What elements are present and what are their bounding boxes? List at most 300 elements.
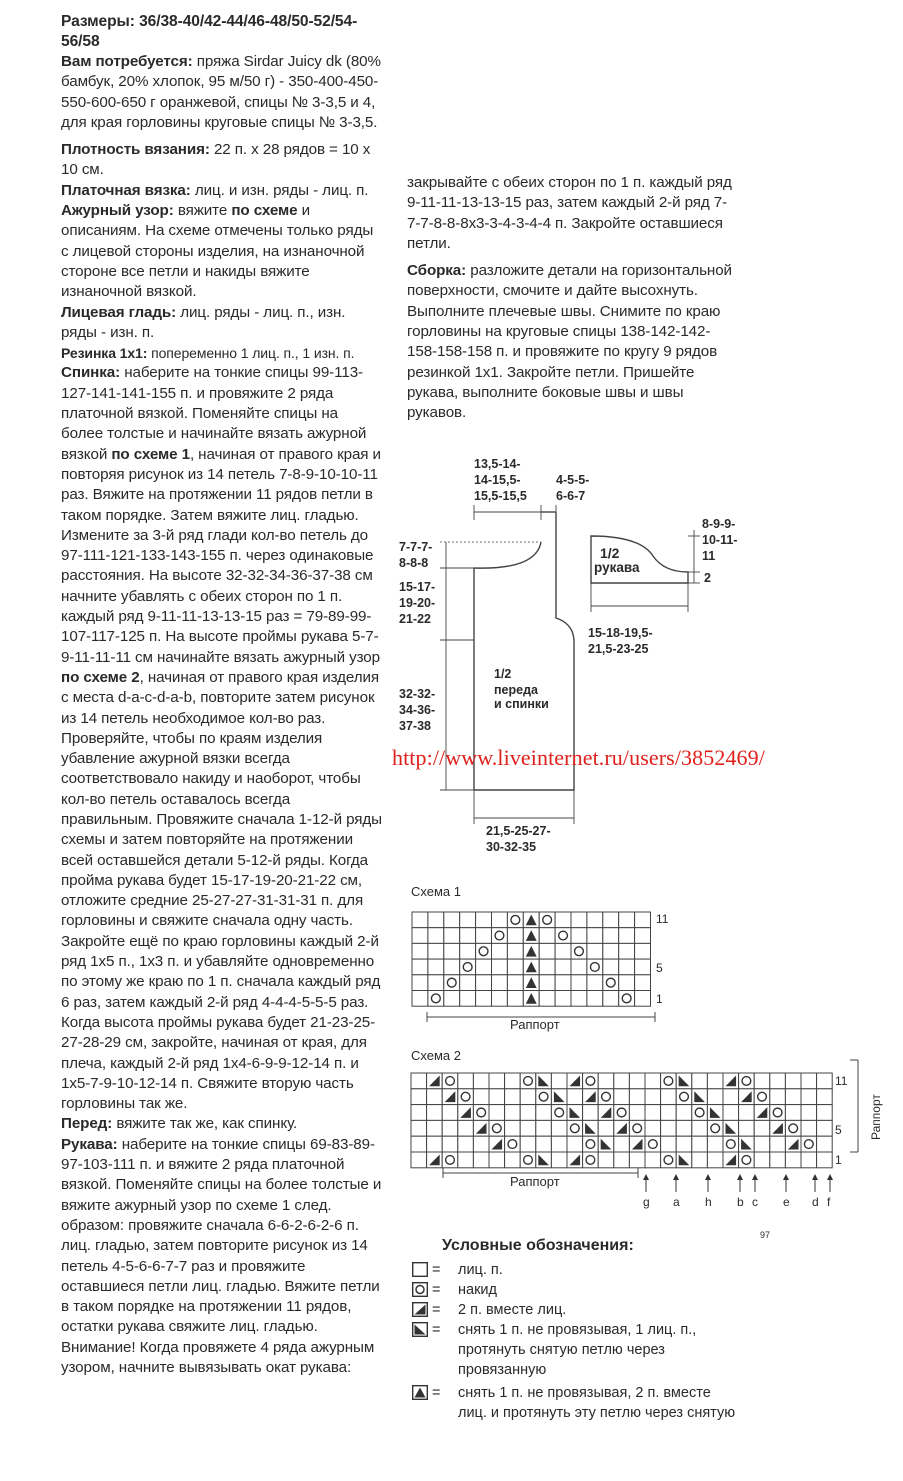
chart-cell (489, 1152, 505, 1168)
body-schematic (440, 505, 574, 824)
arrow-up-icon (827, 1174, 833, 1180)
chart-cell (583, 1152, 599, 1168)
chart-cell (645, 1120, 661, 1136)
legend-text-ssk: снять 1 п. не провязывая, 1 лиц. п., протянуть снятую петлю через провязанную (458, 1322, 697, 1378)
yarn-over-circle-icon (412, 1282, 428, 1297)
chart-cell (629, 1105, 645, 1121)
scheme2-start-marks (643, 1174, 833, 1209)
chart-cell (492, 912, 508, 928)
bottom-l2: 30-32-35 (486, 840, 537, 854)
chart-cell (603, 959, 619, 975)
chart-cell (619, 912, 635, 928)
legend-text-k2tog: 2 п. вместе лиц. (458, 1302, 567, 1318)
front-text: вяжите так же, как спинку. (116, 1115, 298, 1133)
chart-cell (489, 1073, 505, 1089)
chart-cell (739, 1105, 755, 1121)
start-mark-label: b (737, 1195, 744, 1209)
legend-text-double-decrease: снять 1 п. не провязывая, 2 п. вместе лиц. и протянуть эту петлю через снятую (458, 1385, 736, 1421)
chart-cell (442, 1152, 458, 1168)
chart-cell (619, 959, 635, 975)
scheme2-title: Схема 2 (411, 1048, 461, 1063)
legend-item-knit: = лиц. п. (412, 1260, 742, 1280)
chart-cell (635, 943, 651, 959)
chart-cell (692, 1152, 708, 1168)
back-text-2: , начиная от правого края и повторяя рисунок из 14 петель 7-8-9-10-10-11 раз. Вяжите на протяжении 11 рядов петли в таком порядке. Затем вяжите лиц. гладью. Измените за 3-й ряд глади кол-во петель до 97-111-121-133-143-155 п. через одинаковые расстояния. На высоте 32-32-34-36-37-38 см начните убавлять с обеих сторон по 1 п. каждый ряд 9-11-11-13-13-15 раз = 79-89-99-107-117-125 п. На высоте проймы рукава 5-7-9-11-11-11 см начинайте вязать ажурный узор (61, 445, 381, 666)
bottom-l1: 21,5-25-27- (486, 824, 551, 838)
arrow-up-icon (737, 1174, 743, 1180)
chart-cell (619, 975, 635, 991)
chart-cell (412, 959, 428, 975)
chart-cell (428, 928, 444, 944)
chart-cell (571, 991, 587, 1007)
chart-cell (473, 1105, 489, 1121)
scheme1-row-5: 5 (656, 961, 663, 975)
chart-cell (635, 959, 651, 975)
chart-cell (645, 1136, 661, 1152)
chart-cell (505, 1089, 521, 1105)
chart-cell (754, 1152, 770, 1168)
page-fragment: 97 (760, 1230, 771, 1240)
chart-cell (411, 1073, 427, 1089)
chart-cell (492, 943, 508, 959)
chart-cell (583, 1105, 599, 1121)
top-width-l1: 13,5-14- (474, 457, 521, 471)
scheme1-title: Схема 1 (411, 884, 461, 899)
chart-cell (444, 991, 460, 1007)
chart-cell (635, 991, 651, 1007)
chart-cell (707, 1152, 723, 1168)
lace-text-1: вяжите (177, 202, 228, 220)
top-width-l2: 14-15,5- (474, 473, 521, 487)
chart-cell (492, 928, 508, 944)
sleeve-dimension-labels (588, 517, 737, 656)
chart-cell (598, 1089, 614, 1105)
chart-cell (614, 1136, 630, 1152)
chart-cell (619, 991, 635, 1007)
chart-cell (661, 1089, 677, 1105)
chart-cell (476, 959, 492, 975)
chart-cell (458, 1152, 474, 1168)
chart-cell (536, 1136, 552, 1152)
sleeve-width-l1: 15-18-19,5- (588, 626, 653, 640)
arrow-up-icon (752, 1174, 758, 1180)
legend-item-k2tog: = 2 п. вместе лиц. (412, 1300, 742, 1320)
chart-cell (587, 991, 603, 1007)
chart-cell (539, 928, 555, 944)
chart-cell (458, 1120, 474, 1136)
chart-cell (587, 928, 603, 944)
start-mark-label: g (643, 1195, 650, 1209)
lace-bold: по схеме (231, 202, 298, 220)
chart-cell (442, 1073, 458, 1089)
chart-cell (412, 943, 428, 959)
arrow-up-icon (673, 1174, 679, 1180)
shoulder-l1: 4-5-5- (556, 473, 590, 487)
sleeve-cap-continuation: закрывайте с обеих сторон по 1 п. каждый ряд 9-11-11-13-13-15 раз, затем каждый 2-й ряд 7-7-7-8-8-8х3-3-4-3-4-4 п. Закройте оставшиеся петли. (407, 174, 732, 252)
chart-cell (411, 1120, 427, 1136)
cap-height-l2: 10-11- (702, 533, 738, 547)
chart-cell (427, 1105, 443, 1121)
chart-cell (754, 1120, 770, 1136)
chart-cell (428, 912, 444, 928)
chart-cell (536, 1089, 552, 1105)
chart-cell (567, 1120, 583, 1136)
neckline-curve (474, 542, 541, 568)
chart-cell (442, 1136, 458, 1152)
chart-cell (520, 1120, 536, 1136)
chart-cell (555, 928, 571, 944)
cap-height-l1: 8-9-9- (702, 517, 736, 531)
chart-cell (458, 1089, 474, 1105)
chart-cell (411, 1136, 427, 1152)
chart-cell (603, 912, 619, 928)
arrow-up-icon (783, 1174, 789, 1180)
armhole-l3: 21-22 (399, 612, 431, 626)
scheme1-row-labels (656, 912, 669, 1006)
top-width-l3: 15,5-15,5 (474, 489, 527, 503)
chart-cell (411, 1152, 427, 1168)
density-label: Плотность вязания: (61, 141, 210, 159)
legend-title: Условные обозначения: (442, 1237, 634, 1254)
chart-cell (555, 959, 571, 975)
chart-cell (492, 975, 508, 991)
chart-cell (489, 1120, 505, 1136)
chart-cell (427, 1120, 443, 1136)
chart-cell (707, 1120, 723, 1136)
chart-cell (603, 943, 619, 959)
chart-cell (476, 975, 492, 991)
chart-cell (587, 975, 603, 991)
chart-cell (817, 1136, 833, 1152)
scheme2-row-5: 5 (835, 1123, 842, 1137)
chart-cell (507, 928, 523, 944)
scheme2-row-11: 11 (835, 1074, 848, 1088)
chart-cell (551, 1105, 567, 1121)
chart-cell (555, 991, 571, 1007)
start-mark-label: c (752, 1195, 758, 1209)
chart-cell (505, 1120, 521, 1136)
chart-cell (770, 1136, 786, 1152)
chart-cell (476, 943, 492, 959)
chart-cell (770, 1089, 786, 1105)
chart-cell (571, 943, 587, 959)
chart-cell (505, 1136, 521, 1152)
chart-cell (785, 1105, 801, 1121)
chart-cell (598, 1073, 614, 1089)
chart-cell (645, 1105, 661, 1121)
chart-cell (428, 975, 444, 991)
chart-cell (428, 991, 444, 1007)
start-mark-label: f (827, 1195, 831, 1209)
chart-cell (676, 1136, 692, 1152)
back-text-3: , начиная от правого края изделия с места d-a-c-d-a-b, повторите затем рисунок из 14 петель необходимое кол-во раз. Проверяйте, чтобы по краям изделия убавление ажурной вязки всегда соответствовало накиду и наоборот, чтобы кол-во петель оставалось всегда правильным. Провяжите сначала 1-12-й ряды схемы и затем повторяйте на протяжении всей оставшейся детали 5-12-й ряды. Когда пройма рукава будет 15-17-19-20-21-22 см, отложите средние 25-27-27-31-31-31 п. для горловины и свяжите сначала одну часть. Закройте ещё по краю горловины каждый 2-й ряд 1х5 п., 1х3 п. и убавляйте одновременно по этому же краю по 1 п. сначала каждый ряд 6 раз, затем каждый 2-й ряд 4-4-4-5-5-5 раз. Когда высота проймы рукава будет 21-23-25-27-28-29 см, закройте, начиная от края, для плеча, каждый 2-й ряд 1х4-6-9-9-12-14 п. и 1х5-7-9-10-12-14 п. Свяжите вторую часть горловины так же. (61, 668, 382, 1113)
chart-cell (723, 1136, 739, 1152)
materials-label: Вам потребуется: (61, 53, 193, 70)
sleeves-label: Рукава: (61, 1135, 118, 1153)
chart-cell (536, 1105, 552, 1121)
sleeve-edge: 2 (704, 571, 711, 585)
sizes-heading: Размеры: 36/38-40/42-44/46-48/50-52/54-56/58 (61, 13, 358, 50)
chart-cell (444, 943, 460, 959)
chart-cell (460, 991, 476, 1007)
chart-cell (428, 943, 444, 959)
chart-cell (444, 928, 460, 944)
chart-cell (476, 991, 492, 1007)
double-decrease-triangle-icon (412, 1385, 428, 1400)
chart-cell (739, 1120, 755, 1136)
chart-cell (785, 1089, 801, 1105)
chart-cell (801, 1073, 817, 1089)
chart-cell (460, 959, 476, 975)
stockinette-label: Лицевая гладь: (61, 303, 177, 321)
chart-cell (427, 1089, 443, 1105)
chart-cell (551, 1073, 567, 1089)
chart-cell (473, 1152, 489, 1168)
chart-cell (539, 959, 555, 975)
chart-cell (629, 1152, 645, 1168)
chart-cell (645, 1152, 661, 1168)
back-text-1: наберите на тонкие спицы 99-113-127-141-141-155 п. и провяжите 2 ряда платочной вязкой. Поменяйте спицы на более толстые и начинайте вязать ажурной вязкой (61, 364, 367, 463)
chart-cell (473, 1073, 489, 1089)
armhole-l1: 15-17- (399, 580, 436, 594)
sleeves-text: наберите на тонкие спицы 69-83-89-97-103-111 п. и вяжите 2 ряда платочной вязкой. Поменяйте спицы на более толстые и вяжите ажурный узор по схеме 1 след. образом: провяжите сначала 6-6-2-6-2-6 п. лиц. гладью, затем повторите рисунок из 14 петель 4-5-6-6-7-7 раз и провяжите оставшиеся петли лиц. гладью. Вяжите петли в таком порядке на протяжении 11 рядов, остатки рукава свяжите лиц. гладью. Внимание! Когда провяжете 4 ряда ажурным узором, начните вывязывать окат рукава: (61, 1135, 382, 1376)
side-l3: 37-38 (399, 719, 431, 733)
chart-cell (460, 975, 476, 991)
chart-cell (692, 1120, 708, 1136)
chart-cell (614, 1089, 630, 1105)
chart-cell (629, 1089, 645, 1105)
chart-cell (661, 1105, 677, 1121)
chart-cell (676, 1120, 692, 1136)
side-l2: 34-36- (399, 703, 436, 717)
chart-cell (505, 1152, 521, 1168)
neck-depth-l1: 7-7-7- (399, 540, 433, 554)
chart-cell (476, 912, 492, 928)
chart-cell (707, 1089, 723, 1105)
garter-text: лиц. и изн. ряды - лиц. п. (194, 181, 369, 199)
chart-cell (629, 1120, 645, 1136)
chart-cell (473, 1136, 489, 1152)
scheme2-row-1: 1 (835, 1153, 842, 1167)
chart-cell (442, 1105, 458, 1121)
chart-cell (801, 1105, 817, 1121)
chart-cell (723, 1089, 739, 1105)
chart-cell (629, 1073, 645, 1089)
chart-cell (520, 1073, 536, 1089)
chart-cell (539, 975, 555, 991)
arrow-up-icon (705, 1174, 711, 1180)
back-label: Спинка: (61, 364, 121, 382)
watermark-url[interactable]: http://www.liveinternet.ru/users/3852469/ (392, 745, 765, 770)
chart-cell (412, 991, 428, 1007)
chart-cell (555, 943, 571, 959)
sleeve-label-l1: 1/2 (600, 545, 620, 561)
rib-text: попеременно 1 лиц. п., 1 изн. п. (151, 345, 355, 362)
chart-cell (458, 1073, 474, 1089)
chart-cell (635, 928, 651, 944)
body-label-l3: и спинки (494, 697, 549, 711)
side-l1: 32-32- (399, 687, 436, 701)
body-label-l1: 1/2 (494, 667, 512, 681)
lace-label: Ажурный узор: (61, 202, 174, 220)
chart-cell (619, 928, 635, 944)
armhole-l2: 19-20- (399, 596, 436, 610)
chart-cell (520, 1089, 536, 1105)
chart-cell (598, 1152, 614, 1168)
stockinette-text: лиц. ряды - лиц. п., изн. ряды - изн. п. (61, 303, 346, 341)
chart-cell (458, 1105, 474, 1121)
rib-label: Резинка 1х1: (61, 345, 148, 362)
chart-cell (539, 943, 555, 959)
chart-cell (817, 1120, 833, 1136)
chart-cell (692, 1136, 708, 1152)
chart-cell (754, 1136, 770, 1152)
chart-cell (555, 975, 571, 991)
back-bold-1: по схеме 1 (111, 445, 190, 463)
legend-text-knit: лиц. п. (458, 1262, 503, 1278)
sleeve-label-l2: рукава (594, 560, 640, 575)
back-bold-2: по схеме 2 (61, 668, 140, 686)
chart-cell (603, 975, 619, 991)
chart-cell (785, 1120, 801, 1136)
chart-cell (614, 1152, 630, 1168)
chart-cell (801, 1120, 817, 1136)
chart-cell (587, 959, 603, 975)
chart-cell (520, 1152, 536, 1168)
chart-cell (661, 1073, 677, 1089)
chart-cell (411, 1105, 427, 1121)
chart-cell (476, 928, 492, 944)
chart-cell (603, 991, 619, 1007)
chart-cell (801, 1089, 817, 1105)
chart-cell (460, 928, 476, 944)
chart-cell (817, 1152, 833, 1168)
legend-item-yarn-over: = накид (412, 1280, 742, 1300)
chart-cell (444, 959, 460, 975)
scheme2-grid (411, 1073, 832, 1168)
chart-cell (676, 1105, 692, 1121)
front-label: Перед: (61, 1115, 113, 1133)
chart-cell (473, 1089, 489, 1105)
chart-cell (692, 1105, 708, 1121)
scheme1-row-1: 1 (656, 992, 663, 1006)
chart-cell (492, 991, 508, 1007)
chart-cell (492, 959, 508, 975)
chart-cell (505, 1105, 521, 1121)
chart-cell (567, 1089, 583, 1105)
chart-cell (551, 1136, 567, 1152)
start-mark-label: a (673, 1195, 680, 1209)
chart-cell (587, 943, 603, 959)
chart-cell (583, 1136, 599, 1152)
chart-cell (817, 1105, 833, 1121)
chart-cell (707, 1136, 723, 1152)
chart-cell (551, 1152, 567, 1168)
chart-cell (676, 1089, 692, 1105)
chart-cell (555, 912, 571, 928)
chart-cell (571, 975, 587, 991)
chart-cell (692, 1073, 708, 1089)
chart-cell (458, 1136, 474, 1152)
scheme2-repeat-vertical: Раппорт (869, 1094, 883, 1140)
chart-cell (507, 991, 523, 1007)
chart-cell (427, 1136, 443, 1152)
materials-text: пряжа Sirdar Juicy dk (80% бамбук, 20% хлопок, 95 м/50 г) - 350-400-450-550-600-650 г оранжевой, спицы № 3-3,5 и 4, для края горловины круговые спицы № 3-3,5. (61, 53, 381, 131)
legend-item-double-decrease: = снять 1 п. не провязывая, 2 п. вместе лиц. и протянуть эту петлю через снятую (412, 1383, 742, 1423)
body-dimension-labels (399, 457, 589, 854)
chart-cell (801, 1152, 817, 1168)
chart-cell (507, 959, 523, 975)
chart-cell (571, 959, 587, 975)
k2tog-right-triangle-icon (412, 1302, 428, 1317)
lace-text-2: и описаниям. На схеме отмечены только ряды с лицевой стороны изделия, на изнаночной стороне все петли и накиды вяжите изнаночной вязкой. (61, 202, 374, 301)
arrow-up-icon (643, 1174, 649, 1180)
start-mark-label: e (783, 1195, 790, 1209)
chart-cell (489, 1136, 505, 1152)
legend-text-yarn-over: накид (458, 1282, 497, 1298)
assembly-label: Сборка: (407, 262, 467, 280)
chart-cell (661, 1136, 677, 1152)
chart-cell (444, 975, 460, 991)
chart-cell (614, 1105, 630, 1121)
assembly-text: разложите детали на горизонтальной поверхности, смочите и дайте высохнуть. Выполните плечевые швы. Снимите по краю горловины на круговые спицы 138-142-142-158-158-158 п. и провяжите по кругу 9 рядов резинкой 1х1. Закройте петли. Пришейте рукава, выполните боковые швы и швы рукавов. (407, 262, 732, 422)
garter-label: Платочная вязка: (61, 181, 191, 199)
legend (412, 1236, 742, 1423)
chart-cell (520, 1105, 536, 1121)
chart-cell (723, 1105, 739, 1121)
chart-cell (619, 943, 635, 959)
body-label-l2: переда (494, 683, 538, 697)
chart-cell (507, 943, 523, 959)
chart-cell (412, 912, 428, 928)
density-text: 22 п. х 28 рядов = 10 х 10 см. (61, 141, 371, 179)
scheme2-repeat-label: Раппорт (510, 1174, 560, 1189)
chart-cell (411, 1089, 427, 1105)
ssk-left-triangle-icon (412, 1322, 428, 1337)
chart-cell (770, 1152, 786, 1168)
chart-cell (645, 1073, 661, 1089)
chart-cell (785, 1152, 801, 1168)
chart-cell (754, 1089, 770, 1105)
chart-cell (412, 975, 428, 991)
chart-cell (539, 991, 555, 1007)
chart-cell (460, 912, 476, 928)
chart-cell (614, 1073, 630, 1089)
chart-cell (770, 1105, 786, 1121)
chart-cell (817, 1089, 833, 1105)
neck-depth-l2: 8-8-8 (399, 556, 429, 570)
chart-cell (754, 1073, 770, 1089)
scheme1-repeat-label: Раппорт (510, 1017, 560, 1032)
chart-cell (489, 1105, 505, 1121)
chart-cell (770, 1073, 786, 1089)
chart-cell (460, 943, 476, 959)
chart-cell (507, 912, 523, 928)
chart-cell (785, 1073, 801, 1089)
chart-cell (739, 1152, 755, 1168)
sleeve-width-l2: 21,5-23-25 (588, 642, 649, 656)
chart-cell (707, 1073, 723, 1089)
shoulder-l2: 6-6-7 (556, 489, 586, 503)
chart-cell (661, 1120, 677, 1136)
scheme1-row-11: 11 (656, 912, 669, 926)
chart-cell (587, 912, 603, 928)
scheme1-grid (412, 912, 651, 1006)
chart-cell (442, 1120, 458, 1136)
chart-cell (536, 1120, 552, 1136)
chart-cell (661, 1152, 677, 1168)
chart-cell (507, 975, 523, 991)
